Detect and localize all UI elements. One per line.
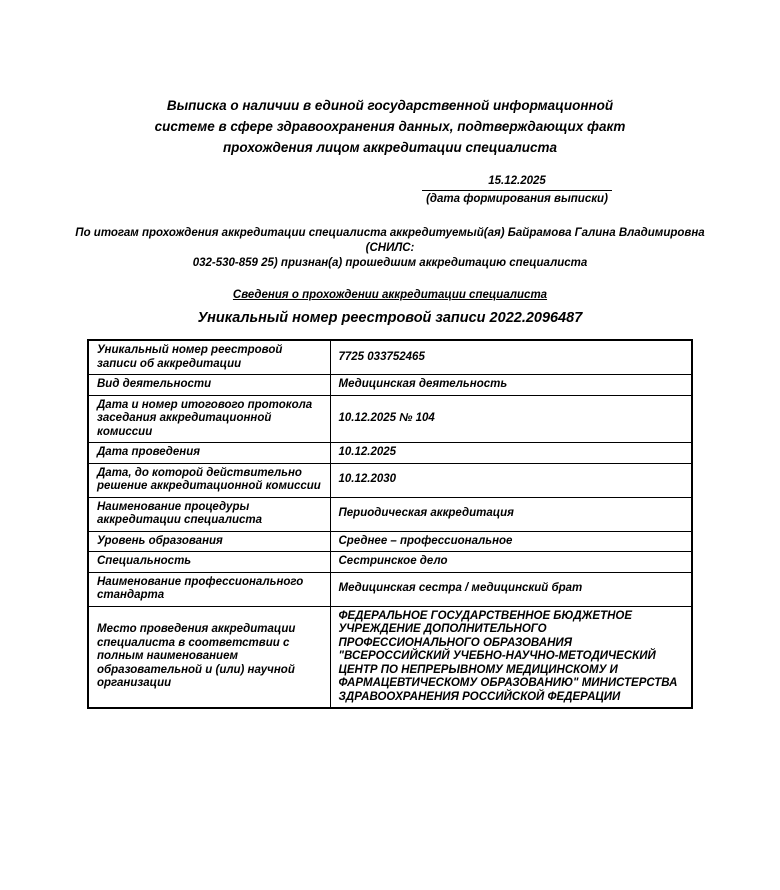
table-row (88, 497, 692, 531)
formation-date-caption: (дата формирования выписки) (426, 193, 608, 205)
row-value: Медицинская сестра / медицинский брат (330, 572, 692, 606)
row-value: Периодическая аккредитация (330, 497, 692, 531)
row-label: Дата и номер итогового протокола заседания аккредитационной комиссии (88, 395, 330, 443)
row-value: Медицинская деятельность (330, 375, 692, 396)
table-row (88, 443, 692, 464)
document-title-line: системе в сфере здравоохранения данных, подтверждающих факт (154, 119, 626, 134)
registry-number-heading: Уникальный номер реестровой записи 2022.2096487 (197, 310, 583, 326)
document-title-line: прохождения лицом аккредитации специалиста (222, 140, 558, 155)
table-row (88, 572, 692, 606)
table-row (88, 375, 692, 396)
document-title-line: Выписка о наличии в единой государственной информационной (166, 98, 614, 113)
row-label: Наименование профессионального стандарта (88, 572, 330, 606)
row-label: Уникальный номер реестровой записи об аккредитации (88, 340, 330, 375)
row-label: Место проведения аккредитации специалиста в соответствии с полным наименованием образовательной и (или) научной организации (88, 606, 330, 708)
row-label: Дата, до которой действительно решение аккредитационной комиссии (88, 463, 330, 497)
row-label: Наименование процедуры аккредитации специалиста (88, 497, 330, 531)
intro-line: По итогам прохождения аккредитации специалиста аккредитуемый(ая) Байрамова Галина Владимировна (СНИЛС: (75, 227, 705, 254)
row-value: 7725 033752465 (330, 340, 692, 375)
table-row (88, 552, 692, 573)
row-value: 10.12.2030 (330, 463, 692, 497)
row-label: Специальность (88, 552, 330, 573)
document-title (130, 95, 650, 158)
formation-date-block (422, 174, 612, 206)
row-value: Среднее – профессиональное (330, 531, 692, 552)
row-value: ФЕДЕРАЛЬНОЕ ГОСУДАРСТВЕННОЕ БЮДЖЕТНОЕ УЧРЕЖДЕНИЕ ДОПОЛНИТЕЛЬНОГО ПРОФЕССИОНАЛЬНОГО ОБРАЗОВАНИЯ "ВСЕРОССИЙСКИЙ УЧЕБНО-НАУЧНО-МЕТОДИЧЕСКИЙ ЦЕНТР ПО НЕПРЕРЫВНОМУ МЕДИЦИНСКОМУ И ФАРМАЦЕВТИЧЕСКОМУ ОБРАЗОВАНИЮ" МИНИСТЕРСТВА ЗДРАВООХРАНЕНИЯ РОССИЙСКОЙ ФЕДЕРАЦИИ (330, 606, 692, 708)
table-row (88, 463, 692, 497)
row-value: Сестринское дело (330, 552, 692, 573)
row-value: 10.12.2025 (330, 443, 692, 464)
intro-paragraph (50, 226, 730, 271)
table-row (88, 531, 692, 552)
formation-date-value: 15.12.2025 (422, 174, 612, 191)
intro-line: 032-530-859 25) признан(а) прошедшим аккредитацию специалиста (192, 257, 588, 269)
table-row (88, 395, 692, 443)
accreditation-table (87, 339, 693, 709)
table-row (88, 606, 692, 708)
table-row (88, 340, 692, 375)
row-label: Вид деятельности (88, 375, 330, 396)
section-title: Сведения о прохождении аккредитации специалиста (232, 289, 548, 301)
row-label: Уровень образования (88, 531, 330, 552)
row-value: 10.12.2025 № 104 (330, 395, 692, 443)
row-label: Дата проведения (88, 443, 330, 464)
